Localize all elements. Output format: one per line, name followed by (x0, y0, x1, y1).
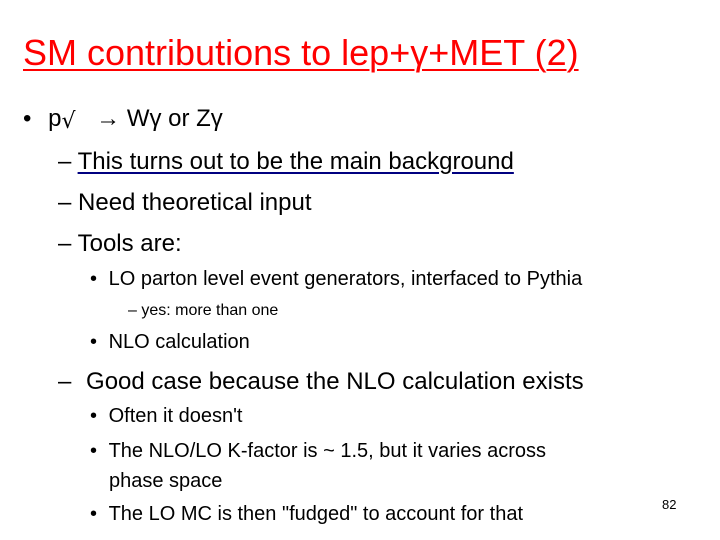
dash-marker: – (58, 230, 72, 257)
sub-bullet-text: LO parton level event generators, interfaced to Pythia (108, 268, 583, 290)
dash-marker: – (58, 148, 72, 175)
bullet-item-wgamma (23, 105, 223, 133)
sub-bullet-often-not (90, 405, 242, 428)
dash-item-main-background (58, 148, 514, 176)
p-text: p (48, 105, 62, 132)
dash-item-text: This turns out to be the main background (77, 148, 514, 175)
bullet-rest-text: Wγ or Zγ (126, 105, 223, 132)
sub-bullet-text: The NLO/LO K-factor is ~ 1.5, but it varies across (108, 440, 546, 462)
dash-item-text: Good case because the NLO calculation exists (86, 368, 584, 395)
sub-bullet-text: The LO MC is then "fudged" to account for that (108, 503, 524, 525)
dash-item-text: Need theoretical input (78, 189, 312, 216)
sub-bullet-k-factor (90, 440, 546, 463)
dash-item-theoretical-input (58, 189, 312, 217)
bullet-marker: • (23, 105, 32, 132)
dash-item-good-case (58, 368, 584, 396)
dash-item-text: Tools are: (77, 230, 182, 257)
sub-bullet-text: Often it doesn't (108, 405, 243, 427)
dash-marker: – (58, 189, 72, 216)
slide-title: SM contributions to lep+γ+MET (2) (23, 32, 579, 73)
dash-marker: – (128, 302, 137, 319)
arrow-icon: → (96, 105, 121, 132)
sub-bullet-nlo-calculation (90, 331, 250, 354)
bullet-marker: • (90, 503, 98, 525)
bullet-marker: • (90, 331, 98, 353)
sub-bullet-continuation: phase space (109, 470, 223, 492)
sub-bullet-text: NLO calculation (108, 331, 250, 353)
sub-dash-text: yes: more than one (141, 302, 279, 319)
sqrt-symbol: √ (61, 109, 76, 134)
dash-marker: – (58, 368, 72, 395)
sub-bullet-lo-generators (90, 268, 582, 291)
sub-bullet-lo-mc-fudged (90, 503, 523, 526)
bullet-marker: • (90, 268, 98, 290)
sub-dash-more-than-one (128, 302, 278, 320)
bullet-marker: • (90, 405, 98, 427)
bullet-marker: • (90, 440, 98, 462)
page-number: 82 (662, 497, 677, 512)
dash-item-tools (58, 230, 182, 258)
